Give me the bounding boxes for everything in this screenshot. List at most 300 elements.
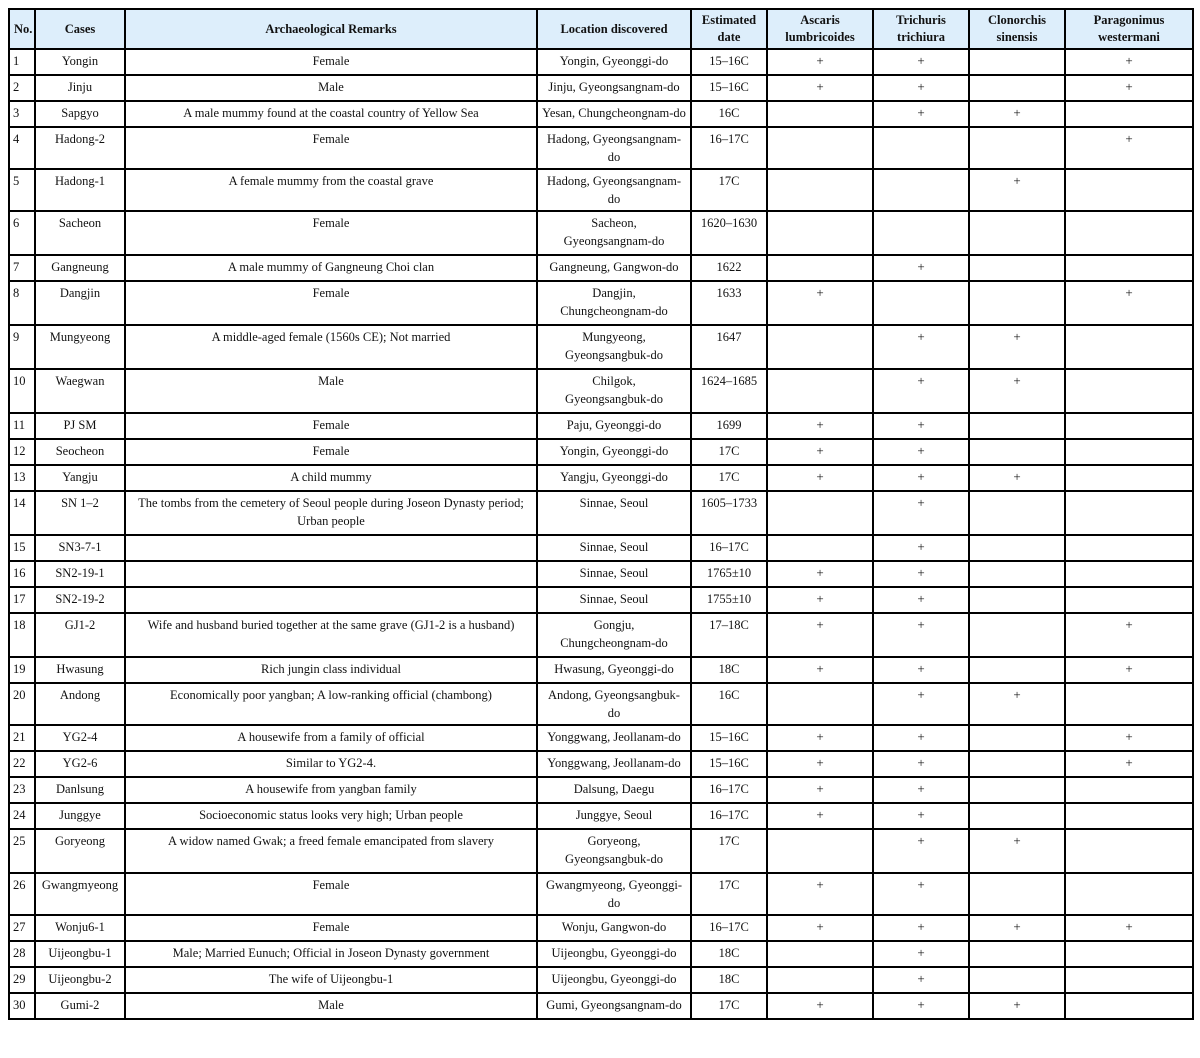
cell-date: 17C — [691, 829, 767, 873]
cell-paragonimus — [1065, 255, 1193, 281]
column-header-no: No. — [9, 9, 35, 49]
cell-date: 1633 — [691, 281, 767, 325]
cell-location: Sinnae, Seoul — [537, 535, 691, 561]
cell-ascaris: + — [767, 465, 873, 491]
cell-ascaris: + — [767, 873, 873, 915]
cell-clonorchis — [969, 725, 1065, 751]
cell-remarks: Similar to YG2-4. — [125, 751, 537, 777]
cell-remarks: Wife and husband buried together at the same grave (GJ1-2 is a husband) — [125, 613, 537, 657]
cell-date: 1620–1630 — [691, 211, 767, 255]
cell-remarks: Female — [125, 915, 537, 941]
table-row — [9, 281, 1193, 325]
cell-no: 13 — [9, 465, 35, 491]
cell-ascaris — [767, 829, 873, 873]
cell-remarks: Female — [125, 281, 537, 325]
cell-case: Dangjin — [35, 281, 125, 325]
column-header-location: Location discovered — [537, 9, 691, 49]
cell-clonorchis — [969, 941, 1065, 967]
cell-clonorchis — [969, 255, 1065, 281]
cell-date: 17–18C — [691, 613, 767, 657]
cell-location: Uijeongbu, Gyeonggi-do — [537, 941, 691, 967]
cell-paragonimus — [1065, 993, 1193, 1019]
cell-ascaris — [767, 369, 873, 413]
cell-date: 1624–1685 — [691, 369, 767, 413]
table-row — [9, 613, 1193, 657]
cell-clonorchis — [969, 535, 1065, 561]
cell-no: 4 — [9, 127, 35, 169]
table-row — [9, 211, 1193, 255]
cell-clonorchis — [969, 777, 1065, 803]
cell-date: 1647 — [691, 325, 767, 369]
cell-case: Uijeongbu-2 — [35, 967, 125, 993]
cell-paragonimus — [1065, 803, 1193, 829]
cell-no: 7 — [9, 255, 35, 281]
cell-case: Goryeong — [35, 829, 125, 873]
cell-trichuris — [873, 281, 969, 325]
cell-trichuris: + — [873, 993, 969, 1019]
location-line: Gyeongsangnam-do — [563, 234, 665, 248]
cell-location: Yesan, Chungcheongnam-do — [537, 101, 691, 127]
table-row — [9, 777, 1193, 803]
location-line: Gyeongsangbuk-do — [565, 852, 663, 866]
cell-clonorchis: + — [969, 101, 1065, 127]
table-row — [9, 255, 1193, 281]
location-line: Goryeong, — [587, 834, 641, 848]
cell-no: 12 — [9, 439, 35, 465]
cell-clonorchis — [969, 491, 1065, 535]
column-header-trichuris: Trichuris trichiura — [873, 9, 969, 49]
cell-paragonimus — [1065, 587, 1193, 613]
cell-ascaris: + — [767, 439, 873, 465]
location-line: Gyeongsangbuk-do — [565, 348, 663, 362]
cell-date: 15–16C — [691, 75, 767, 101]
cell-clonorchis — [969, 561, 1065, 587]
cell-trichuris: + — [873, 613, 969, 657]
cell-clonorchis: + — [969, 915, 1065, 941]
cell-ascaris — [767, 127, 873, 169]
cell-case: Mungyeong — [35, 325, 125, 369]
cell-trichuris: + — [873, 369, 969, 413]
cell-location: Yongin, Gyeonggi-do — [537, 49, 691, 75]
column-header-case: Cases — [35, 9, 125, 49]
cell-paragonimus — [1065, 325, 1193, 369]
cell-no: 1 — [9, 49, 35, 75]
cell-paragonimus — [1065, 967, 1193, 993]
cell-location: Hwasung, Gyeonggi-do — [537, 657, 691, 683]
cell-remarks: Female — [125, 49, 537, 75]
cell-ascaris: + — [767, 613, 873, 657]
cell-case: YG2-4 — [35, 725, 125, 751]
cell-no: 21 — [9, 725, 35, 751]
cell-clonorchis — [969, 281, 1065, 325]
cell-paragonimus — [1065, 683, 1193, 725]
cell-no: 6 — [9, 211, 35, 255]
cell-remarks: Female — [125, 211, 537, 255]
cell-remarks: Socioeconomic status looks very high; Urban people — [125, 803, 537, 829]
cell-no: 18 — [9, 613, 35, 657]
cell-location: Paju, Gyeonggi-do — [537, 413, 691, 439]
header-row — [9, 9, 1193, 49]
cell-no: 9 — [9, 325, 35, 369]
table-row — [9, 941, 1193, 967]
table-row — [9, 101, 1193, 127]
cell-location — [537, 829, 691, 873]
cell-paragonimus — [1065, 873, 1193, 915]
cell-trichuris — [873, 169, 969, 211]
location-line: Dangjin, — [592, 286, 636, 300]
parasite-findings-table — [8, 8, 1194, 1020]
table-row — [9, 915, 1193, 941]
cell-paragonimus: + — [1065, 725, 1193, 751]
cell-clonorchis: + — [969, 829, 1065, 873]
cell-date: 16–17C — [691, 777, 767, 803]
cell-clonorchis — [969, 211, 1065, 255]
cell-trichuris: + — [873, 587, 969, 613]
table-body — [9, 49, 1193, 1019]
cell-remarks: A male mummy of Gangneung Choi clan — [125, 255, 537, 281]
cell-ascaris — [767, 941, 873, 967]
cell-no: 25 — [9, 829, 35, 873]
cell-ascaris — [767, 967, 873, 993]
cell-ascaris: + — [767, 751, 873, 777]
cell-trichuris: + — [873, 535, 969, 561]
table-row — [9, 465, 1193, 491]
cell-remarks: Male — [125, 369, 537, 413]
cell-remarks — [125, 561, 537, 587]
cell-ascaris — [767, 101, 873, 127]
cell-no: 16 — [9, 561, 35, 587]
cell-clonorchis: + — [969, 369, 1065, 413]
cell-ascaris: + — [767, 413, 873, 439]
cell-date: 17C — [691, 993, 767, 1019]
cell-date: 1765±10 — [691, 561, 767, 587]
cell-ascaris: + — [767, 993, 873, 1019]
cell-clonorchis — [969, 413, 1065, 439]
cell-case: PJ SM — [35, 413, 125, 439]
cell-date: 16C — [691, 683, 767, 725]
cell-paragonimus — [1065, 829, 1193, 873]
table-row — [9, 535, 1193, 561]
cell-location: Sinnae, Seoul — [537, 587, 691, 613]
cell-clonorchis — [969, 803, 1065, 829]
cell-no: 8 — [9, 281, 35, 325]
table-row — [9, 127, 1193, 169]
cell-clonorchis: + — [969, 169, 1065, 211]
cell-date: 17C — [691, 873, 767, 915]
cell-date: 18C — [691, 967, 767, 993]
cell-trichuris: + — [873, 967, 969, 993]
location-line: Chilgok, — [592, 374, 636, 388]
cell-date: 15–16C — [691, 751, 767, 777]
cell-case: Hadong-2 — [35, 127, 125, 169]
cell-paragonimus — [1065, 465, 1193, 491]
cell-case: Jinju — [35, 75, 125, 101]
table-header — [9, 9, 1193, 49]
cell-clonorchis: + — [969, 325, 1065, 369]
table-row — [9, 491, 1193, 535]
cell-no: 29 — [9, 967, 35, 993]
cell-ascaris: + — [767, 49, 873, 75]
cell-clonorchis — [969, 587, 1065, 613]
cell-trichuris: + — [873, 725, 969, 751]
cell-paragonimus — [1065, 211, 1193, 255]
cell-no: 22 — [9, 751, 35, 777]
cell-case: Seocheon — [35, 439, 125, 465]
cell-remarks: A housewife from yangban family — [125, 777, 537, 803]
cell-case: Gwangmyeong — [35, 873, 125, 915]
cell-no: 20 — [9, 683, 35, 725]
table-row — [9, 169, 1193, 211]
cell-remarks: Female — [125, 439, 537, 465]
table-row — [9, 993, 1193, 1019]
cell-location: Andong, Gyeongsangbuk-do — [537, 683, 691, 725]
cell-remarks: A female mummy from the coastal grave — [125, 169, 537, 211]
cell-date: 1622 — [691, 255, 767, 281]
cell-ascaris — [767, 683, 873, 725]
cell-location — [537, 281, 691, 325]
cell-location: Yangju, Gyeonggi-do — [537, 465, 691, 491]
table-row — [9, 657, 1193, 683]
cell-case: SN3-7-1 — [35, 535, 125, 561]
cell-date: 17C — [691, 465, 767, 491]
cell-clonorchis — [969, 967, 1065, 993]
cell-trichuris: + — [873, 101, 969, 127]
cell-no: 23 — [9, 777, 35, 803]
cell-remarks: The tombs from the cemetery of Seoul people during Joseon Dynasty period; Urban people — [125, 491, 537, 535]
cell-date: 16C — [691, 101, 767, 127]
cell-paragonimus: + — [1065, 127, 1193, 169]
cell-ascaris: + — [767, 777, 873, 803]
cell-location — [537, 211, 691, 255]
table-row — [9, 873, 1193, 915]
cell-case: Wonju6-1 — [35, 915, 125, 941]
cell-date: 16–17C — [691, 915, 767, 941]
cell-location: Wonju, Gangwon-do — [537, 915, 691, 941]
cell-case: Junggye — [35, 803, 125, 829]
cell-paragonimus: + — [1065, 75, 1193, 101]
cell-trichuris: + — [873, 465, 969, 491]
cell-trichuris: + — [873, 491, 969, 535]
cell-no: 11 — [9, 413, 35, 439]
cell-trichuris — [873, 211, 969, 255]
cell-ascaris: + — [767, 803, 873, 829]
location-line: Mungyeong, — [582, 330, 646, 344]
cell-clonorchis: + — [969, 683, 1065, 725]
cell-paragonimus: + — [1065, 915, 1193, 941]
cell-location: Dalsung, Daegu — [537, 777, 691, 803]
cell-paragonimus — [1065, 535, 1193, 561]
cell-date: 15–16C — [691, 49, 767, 75]
cell-ascaris: + — [767, 725, 873, 751]
cell-ascaris: + — [767, 657, 873, 683]
location-line: Chungcheongnam-do — [560, 636, 668, 650]
cell-no: 15 — [9, 535, 35, 561]
cell-trichuris: + — [873, 325, 969, 369]
cell-clonorchis — [969, 127, 1065, 169]
cell-date: 18C — [691, 941, 767, 967]
cell-no: 14 — [9, 491, 35, 535]
cell-remarks: Rich jungin class individual — [125, 657, 537, 683]
cell-case: SN2-19-2 — [35, 587, 125, 613]
cell-paragonimus — [1065, 941, 1193, 967]
cell-paragonimus — [1065, 491, 1193, 535]
cell-trichuris: + — [873, 829, 969, 873]
cell-remarks: Male — [125, 993, 537, 1019]
cell-no: 28 — [9, 941, 35, 967]
table-row — [9, 75, 1193, 101]
table-row — [9, 413, 1193, 439]
table-row — [9, 829, 1193, 873]
cell-no: 3 — [9, 101, 35, 127]
cell-location: Gumi, Gyeongsangnam-do — [537, 993, 691, 1019]
cell-case: Sacheon — [35, 211, 125, 255]
table-row — [9, 561, 1193, 587]
cell-no: 17 — [9, 587, 35, 613]
cell-ascaris — [767, 169, 873, 211]
cell-ascaris — [767, 491, 873, 535]
cell-date: 1699 — [691, 413, 767, 439]
cell-date: 16–17C — [691, 127, 767, 169]
cell-paragonimus: + — [1065, 49, 1193, 75]
cell-clonorchis — [969, 49, 1065, 75]
cell-trichuris: + — [873, 803, 969, 829]
table-row — [9, 369, 1193, 413]
cell-location: Yonggwang, Jeollanam-do — [537, 725, 691, 751]
cell-remarks: A middle-aged female (1560s CE); Not married — [125, 325, 537, 369]
cell-paragonimus — [1065, 439, 1193, 465]
cell-trichuris: + — [873, 873, 969, 915]
location-line: Gongju, — [593, 618, 635, 632]
cell-trichuris: + — [873, 561, 969, 587]
cell-date: 1605–1733 — [691, 491, 767, 535]
cell-ascaris — [767, 325, 873, 369]
location-line: Gyeongsangbuk-do — [565, 392, 663, 406]
table-row — [9, 683, 1193, 725]
cell-clonorchis: + — [969, 465, 1065, 491]
table-row — [9, 439, 1193, 465]
cell-clonorchis — [969, 439, 1065, 465]
cell-remarks: A child mummy — [125, 465, 537, 491]
column-header-ascaris: Ascaris lumbricoides — [767, 9, 873, 49]
cell-remarks: The wife of Uijeongbu-1 — [125, 967, 537, 993]
cell-case: Sapgyo — [35, 101, 125, 127]
cell-paragonimus — [1065, 413, 1193, 439]
cell-location: Jinju, Gyeongsangnam-do — [537, 75, 691, 101]
cell-date: 17C — [691, 169, 767, 211]
cell-case: YG2-6 — [35, 751, 125, 777]
cell-location: Yongin, Gyeonggi-do — [537, 439, 691, 465]
cell-trichuris: + — [873, 657, 969, 683]
cell-remarks: Female — [125, 413, 537, 439]
cell-clonorchis — [969, 657, 1065, 683]
cell-case: Yangju — [35, 465, 125, 491]
cell-no: 10 — [9, 369, 35, 413]
cell-trichuris — [873, 127, 969, 169]
cell-date: 15–16C — [691, 725, 767, 751]
cell-trichuris: + — [873, 683, 969, 725]
cell-trichuris: + — [873, 751, 969, 777]
cell-case: Waegwan — [35, 369, 125, 413]
table-row — [9, 803, 1193, 829]
cell-case: Danlsung — [35, 777, 125, 803]
cell-trichuris: + — [873, 413, 969, 439]
table-row — [9, 751, 1193, 777]
cell-clonorchis: + — [969, 993, 1065, 1019]
cell-date: 16–17C — [691, 535, 767, 561]
cell-location — [537, 325, 691, 369]
cell-no: 26 — [9, 873, 35, 915]
column-header-remarks: Archaeological Remarks — [125, 9, 537, 49]
cell-remarks: A male mummy found at the coastal country of Yellow Sea — [125, 101, 537, 127]
cell-date: 18C — [691, 657, 767, 683]
cell-case: Gumi-2 — [35, 993, 125, 1019]
location-line: Chungcheongnam-do — [560, 304, 668, 318]
cell-location — [537, 369, 691, 413]
cell-paragonimus: + — [1065, 281, 1193, 325]
cell-location: Uijeongbu, Gyeonggi-do — [537, 967, 691, 993]
cell-remarks: Male; Married Eunuch; Official in Joseon Dynasty government — [125, 941, 537, 967]
cell-location: Hadong, Gyeongsangnam-do — [537, 169, 691, 211]
cell-paragonimus — [1065, 369, 1193, 413]
cell-ascaris: + — [767, 915, 873, 941]
cell-trichuris: + — [873, 439, 969, 465]
cell-paragonimus: + — [1065, 751, 1193, 777]
cell-no: 24 — [9, 803, 35, 829]
cell-ascaris: + — [767, 75, 873, 101]
cell-paragonimus: + — [1065, 613, 1193, 657]
cell-case: Uijeongbu-1 — [35, 941, 125, 967]
cell-remarks: Female — [125, 873, 537, 915]
cell-clonorchis — [969, 75, 1065, 101]
cell-location: Sinnae, Seoul — [537, 561, 691, 587]
cell-location: Gangneung, Gangwon-do — [537, 255, 691, 281]
cell-ascaris — [767, 211, 873, 255]
cell-location: Hadong, Gyeongsangnam-do — [537, 127, 691, 169]
cell-location: Sinnae, Seoul — [537, 491, 691, 535]
column-header-paragonimus: Paragonimus westermani — [1065, 9, 1193, 49]
cell-paragonimus — [1065, 169, 1193, 211]
cell-date: 1755±10 — [691, 587, 767, 613]
column-header-clonorchis: Clonorchis sinensis — [969, 9, 1065, 49]
cell-paragonimus — [1065, 777, 1193, 803]
cell-date: 17C — [691, 439, 767, 465]
cell-no: 27 — [9, 915, 35, 941]
cell-no: 5 — [9, 169, 35, 211]
cell-case: Yongin — [35, 49, 125, 75]
cell-location: Junggye, Seoul — [537, 803, 691, 829]
cell-trichuris: + — [873, 777, 969, 803]
cell-case: Hwasung — [35, 657, 125, 683]
cell-remarks: Male — [125, 75, 537, 101]
cell-ascaris: + — [767, 561, 873, 587]
cell-ascaris: + — [767, 587, 873, 613]
table-row — [9, 325, 1193, 369]
cell-clonorchis — [969, 613, 1065, 657]
cell-remarks: A housewife from a family of official — [125, 725, 537, 751]
table-container — [8, 8, 1192, 1020]
cell-trichuris: + — [873, 255, 969, 281]
cell-remarks — [125, 535, 537, 561]
table-row — [9, 587, 1193, 613]
cell-location — [537, 613, 691, 657]
cell-location: Gwangmyeong, Gyeonggi-do — [537, 873, 691, 915]
location-line: Sacheon, — [591, 216, 637, 230]
cell-case: Gangneung — [35, 255, 125, 281]
cell-ascaris: + — [767, 281, 873, 325]
cell-location: Yonggwang, Jeollanam-do — [537, 751, 691, 777]
cell-case: GJ1-2 — [35, 613, 125, 657]
cell-ascaris — [767, 255, 873, 281]
